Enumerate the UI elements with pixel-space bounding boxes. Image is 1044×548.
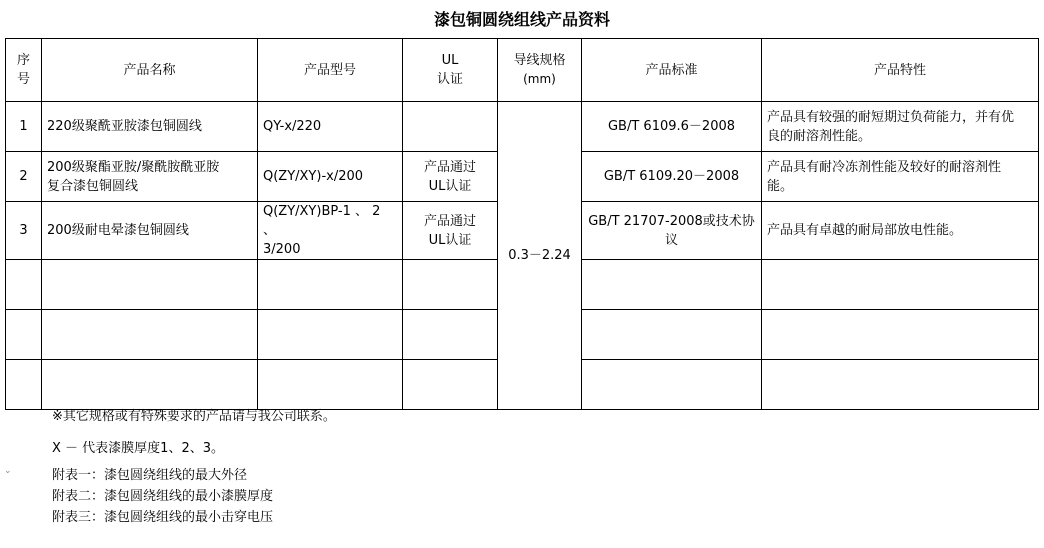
cell-ul [403, 202, 498, 260]
empty-cell [582, 360, 762, 410]
cell-name [42, 202, 258, 260]
appendix-item: 附表一：漆包圆绕组线的最大外径 [52, 468, 248, 483]
page-title: 漆包铜圆绕组线产品资料 [433, 10, 610, 29]
table-header-row [6, 39, 1039, 102]
cell-standard-line: GB/T 6109.20－2008 [603, 169, 740, 184]
empty-cell [762, 360, 1039, 410]
header-model: 产品型号 [258, 39, 403, 102]
cell-seq: 2 [6, 152, 42, 202]
empty-cell [258, 260, 403, 310]
cell-model-line: QY-x/220 [263, 119, 322, 134]
empty-cell [6, 260, 42, 310]
header-standard: 产品标准 [582, 39, 762, 102]
header-ul-line1: UL [441, 53, 459, 68]
cell-name-line: 200级耐电晕漆包铜圆线 [47, 223, 189, 238]
header-ul [403, 39, 498, 102]
empty-cell [42, 260, 258, 310]
header-spec-line2: (mm) [523, 72, 556, 86]
appendix-item: 附表二：漆包圆绕组线的最小漆膜厚度 [52, 489, 274, 504]
header-name: 产品名称 [42, 39, 258, 102]
empty-cell [403, 360, 498, 410]
empty-cell [42, 360, 258, 410]
cell-ul [403, 102, 498, 152]
cell-model [258, 102, 403, 152]
cell-name-line: 200级聚酯亚胺/聚酰胺酰亚胺 [47, 159, 220, 175]
product-table [5, 38, 1039, 410]
header-spec [498, 39, 582, 102]
cell-ul-line: 产品通过 [423, 213, 476, 229]
header-ul-line2: 认证 [436, 72, 463, 87]
cell-ul-line: UL认证 [428, 178, 472, 194]
empty-cell [6, 310, 42, 360]
cell-standard-line: 议 [664, 232, 678, 248]
cell-feature [762, 202, 1039, 260]
cell-standard [582, 202, 762, 260]
appendix-item: 附表三：漆包圆绕组线的最小击穿电压 [52, 510, 274, 525]
cell-feature-line: 产品具有耐冷冻剂性能及较好的耐溶剂性 [767, 159, 1002, 175]
cell-model-line: 3/200 [263, 242, 301, 257]
header-seq-line1: 序 [16, 53, 30, 68]
cell-model-line: Q(ZY/XY)BP-1 、 2 、 [263, 204, 381, 238]
cell-ul-line: 产品通过 [423, 159, 476, 175]
cell-feature-line: 良的耐溶剂性能。 [767, 128, 872, 144]
cell-ul [403, 152, 498, 202]
cell-feature [762, 102, 1039, 152]
cell-feature-line: 产品具有较强的耐短期过负荷能力，并有优 [767, 109, 1015, 125]
empty-cell [762, 310, 1039, 360]
appendix-list [52, 465, 273, 528]
cell-model [258, 152, 403, 202]
empty-cell [582, 260, 762, 310]
empty-cell [6, 360, 42, 410]
cell-standard [582, 152, 762, 202]
cell-name-line: 220级聚酰亚胺漆包铜圆线 [47, 119, 202, 134]
cell-standard-line: GB/T 21707-2008或技术协 [588, 213, 755, 229]
cell-name [42, 102, 258, 152]
header-seq [6, 39, 42, 102]
cell-name-line: 复合漆包铜圆线 [47, 178, 139, 194]
cell-feature-line: 产品具有卓越的耐局部放电性能。 [767, 223, 963, 238]
empty-cell [762, 260, 1039, 310]
table-row [6, 102, 1039, 152]
empty-cell [258, 360, 403, 410]
note-x-meaning: X － 代表漆膜厚度1、2、3。 [52, 441, 224, 456]
cell-standard [582, 102, 762, 152]
empty-cell [403, 260, 498, 310]
small-chevron-icon: ⌄ [4, 466, 12, 476]
empty-cell [258, 310, 403, 360]
header-spec-line1: 导线规格 [513, 53, 566, 68]
header-feature: 产品特性 [762, 39, 1039, 102]
cell-seq: 3 [6, 202, 42, 260]
note-other-specs: ※其它规格或有特殊要求的产品请与我公司联系。 [52, 409, 336, 424]
cell-standard-line: GB/T 6109.6－2008 [607, 119, 736, 134]
cell-feature [762, 152, 1039, 202]
empty-cell [403, 310, 498, 360]
cell-ul-line: UL认证 [428, 232, 472, 248]
empty-cell [582, 310, 762, 360]
cell-seq: 1 [6, 102, 42, 152]
cell-feature-line: 能。 [767, 178, 794, 194]
empty-cell [42, 310, 258, 360]
cell-name [42, 152, 258, 202]
cell-model-line: Q(ZY/XY)-x/200 [263, 169, 364, 184]
header-seq-line2: 号 [16, 72, 30, 87]
cell-model [258, 202, 403, 260]
cell-spec: 0.3－2.24 [498, 102, 582, 410]
